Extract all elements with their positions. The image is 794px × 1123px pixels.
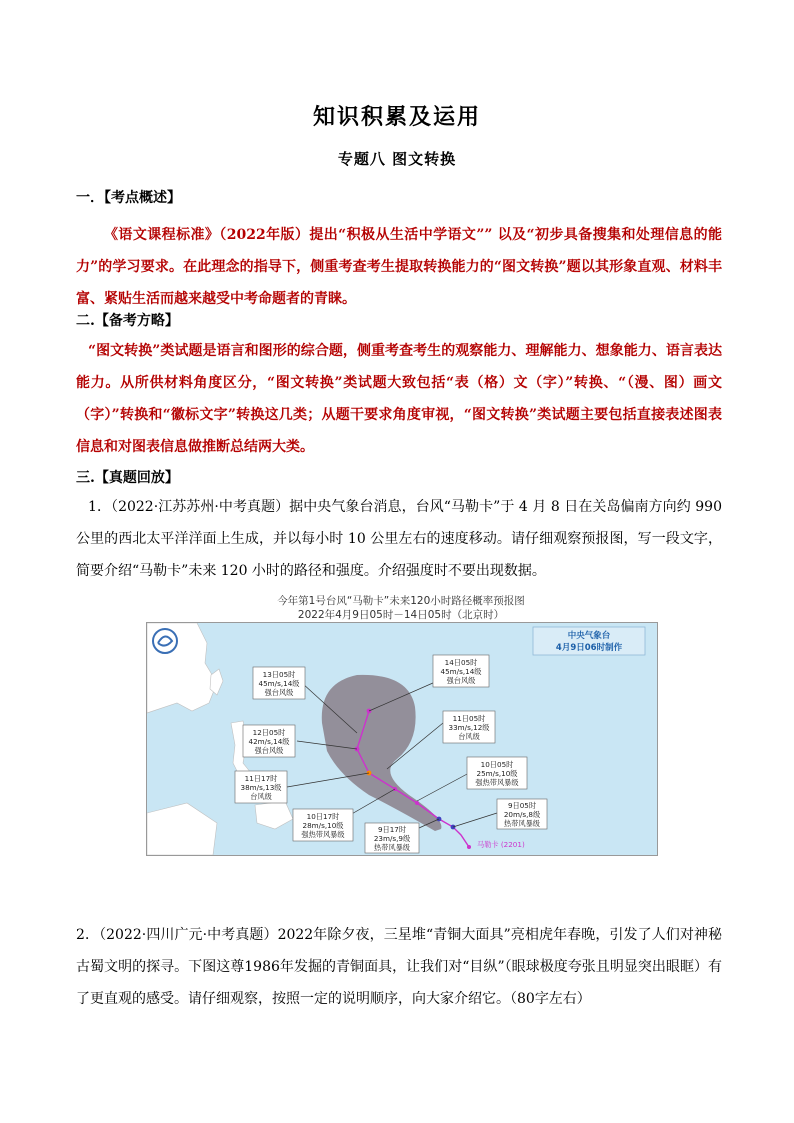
label-9d05 <box>497 799 547 829</box>
svg-text:11日17时: 11日17时 <box>244 774 278 783</box>
section-heading-exam: 三.【真题回放】 <box>76 470 179 486</box>
svg-text:20m/s,8级: 20m/s,8级 <box>503 810 541 819</box>
section-text-overview: 《语文课程标准》（2022年版）提出“积极从生活中学语文”” 以及“初步具备搜集和处理信息的能力”的学习要求。在此理念的指导下，侧重考查考生提取转换能力的“图文转换”题以其形象直观、材料丰富、紧贴生活而越来越受中考命题者的青睐。 <box>76 227 722 307</box>
label-9d17 <box>365 823 419 853</box>
label-11d05 <box>443 711 495 743</box>
label-13d05 <box>253 667 305 699</box>
map-title-line1: 今年第1号台风“马勒卡”未来120小时路径概率预报图 <box>277 595 525 607</box>
svg-text:热带风暴级: 热带风暴级 <box>374 843 410 852</box>
label-12d05 <box>243 725 295 757</box>
svg-text:28m/s,10级: 28m/s,10级 <box>302 821 344 830</box>
svg-text:13日05时: 13日05时 <box>262 670 296 679</box>
svg-text:强台风级: 强台风级 <box>264 688 294 697</box>
agency-issued: 4月9日06时制作 <box>555 643 623 653</box>
agency-logo <box>153 629 177 653</box>
section-heading-strategy: 二.【备考方略】 <box>76 313 179 329</box>
label-11d17 <box>235 771 287 803</box>
label-14d05 <box>433 655 489 687</box>
svg-text:11日05时: 11日05时 <box>452 714 486 723</box>
agency-name: 中央气象台 <box>567 631 611 641</box>
svg-text:强台风级: 强台风级 <box>254 746 284 755</box>
typhoon-map-svg <box>147 623 657 855</box>
svg-text:强热带风暴级: 强热带风暴级 <box>301 830 345 839</box>
label-14d05-time: 14日05时 <box>444 658 478 667</box>
typhoon-map <box>146 622 658 856</box>
page-subtitle: 专题八 图文转换 <box>337 150 457 168</box>
svg-text:38m/s,13级: 38m/s,13级 <box>240 783 282 792</box>
land-borneo <box>147 803 217 855</box>
label-14d05-speed: 45m/s,14级 <box>440 667 482 676</box>
section-heading-overview: 一．【考点概述】 <box>76 190 181 206</box>
label-10d17 <box>293 809 353 841</box>
svg-text:强热带风暴级: 强热带风暴级 <box>475 778 519 787</box>
svg-text:热带风暴级: 热带风暴级 <box>504 819 540 828</box>
svg-text:9日17时: 9日17时 <box>377 825 407 834</box>
map-title-line2: 2022年4月9日05时－14日05时（北京时） <box>297 609 505 621</box>
svg-text:10日17时: 10日17时 <box>306 812 340 821</box>
page-title: 知识积累及运用 <box>312 104 481 130</box>
svg-text:23m/s,9级: 23m/s,9级 <box>373 834 411 843</box>
svg-text:10日05时: 10日05时 <box>480 760 514 769</box>
svg-text:45m/s,14级: 45m/s,14级 <box>258 679 300 688</box>
map-title <box>146 594 656 622</box>
svg-text:25m/s,10级: 25m/s,10级 <box>476 769 518 778</box>
svg-text:12日05时: 12日05时 <box>252 728 286 737</box>
svg-text:42m/s,14级: 42m/s,14级 <box>248 737 290 746</box>
svg-text:台风级: 台风级 <box>458 732 480 741</box>
label-10d05 <box>467 757 527 789</box>
section-text-strategy: “图文转换”类试题是语言和图形的综合题，侧重考查考生的观察能力、理解能力、想象能力、语言表达能力。从所供材料角度区分，“图文转换”类试题大致包括“表（格）文（字）”转换、“（漫、图）画文（字）”转换和“徽标文字”转换这几类；从题干要求角度审视，“图文转换”类试题主要包括直接表述图表信息和对图表信息做推断总结两大类。 <box>76 343 722 455</box>
typhoon-name-label: 马勒卡 (2201) <box>477 840 525 849</box>
question-2-text: 2．（2022·四川广元·中考真题）2022年除夕夜，三星堆“青铜大面具”亮相虎年春晚，引发了人们对神秘古蜀文明的探寻。下图这尊1986年发掘的青铜面具，让我们对“目纵”（眼球极度夸张且明显突出眼眶）有了更直观的感受。请仔细观察，按照一定的说明顺序，向大家介绍它。（80字左右） <box>76 927 722 1007</box>
label-14d05-grade: 强台风级 <box>446 676 476 685</box>
land-mindanao <box>255 801 293 829</box>
svg-text:9日05时: 9日05时 <box>507 801 537 810</box>
question-1-text: 1．（2022·江苏苏州·中考真题）据中央气象台消息，台风“马勒卡”于 4 月 8 日在关岛偏南方向约 990 公里的西北太平洋洋面上生成，并以每小时 10 公里左右的速度移动。请仔细观察预报图，写一段文字，简要介绍“马勒卡”未来 120 小时的路径和强度。介绍强度时不要出现数据。 <box>76 499 722 579</box>
svg-text:33m/s,12级: 33m/s,12级 <box>448 723 490 732</box>
svg-text:台风级: 台风级 <box>250 792 272 801</box>
